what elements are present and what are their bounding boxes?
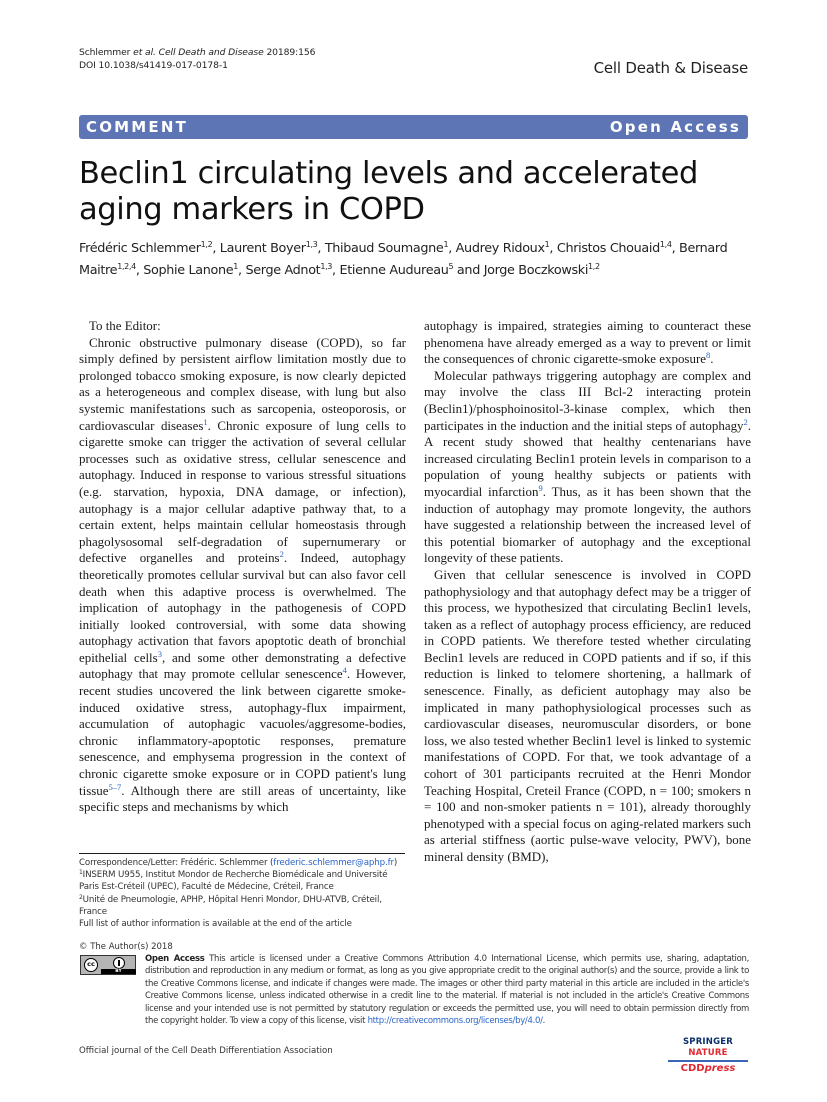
reference-link[interactable]: 2 xyxy=(743,416,748,427)
affiliation-marker: 1 xyxy=(544,240,550,249)
author-name: Bernard Maitre xyxy=(79,241,728,278)
running-head xyxy=(79,46,315,72)
affiliation-marker: 1 xyxy=(233,262,239,271)
article-title: Beclin1 circulating levels and accelerated aging markers in COPD xyxy=(79,156,698,227)
author-name: Audrey Ridoux xyxy=(455,241,545,256)
journal-name: Cell Death & Disease xyxy=(593,59,748,77)
attribution-person-icon xyxy=(113,957,125,969)
article-type-banner xyxy=(79,115,748,139)
reference-link[interactable]: 4 xyxy=(342,665,347,676)
citation: Schlemmer et al. Cell Death and Disease 20189:156 xyxy=(79,47,316,58)
reference-link[interactable]: 1 xyxy=(203,416,208,427)
reference-link[interactable]: 2 xyxy=(279,549,284,560)
affiliation-marker: 5 xyxy=(448,262,454,271)
open-access-label: Open Access xyxy=(145,954,205,964)
author-name: Serge Adnot xyxy=(245,263,321,278)
springer-nature-logo: SPRINGER NATURE xyxy=(682,1037,734,1058)
open-access-label: Open Access xyxy=(609,118,741,136)
author-name: Laurent Boyer xyxy=(219,241,306,256)
author-name: Frédéric Schlemmer xyxy=(79,241,201,256)
reference-link[interactable]: 3 xyxy=(157,648,162,659)
author-name: Christos Chouaid xyxy=(556,241,660,256)
by-label: BY xyxy=(101,969,136,974)
license-url-link[interactable]: http://creativecommons.org/licenses/by/4.0/ xyxy=(367,1016,543,1027)
affiliation-marker: 1,4 xyxy=(659,240,672,249)
publisher-logo xyxy=(666,1037,750,1075)
author-list: Frédéric Schlemmer$^{1,2}$, Laurent Boyer$^{1,3}$, Thibaud Soumagne$^1$, Audrey Ridoux$^1$, Christos Chouaid$^{1,4}$, Bernard Maitre$^{1,2,4}$, Sophie Lanone$^1$, Serge Adnot$^{1,3}$, Etienne Audureau$^5$ and Jorge Boczkowski$^{1,2}$ xyxy=(79,240,728,278)
license-text: Open Access This article is licensed under a Creative Commons Attribution 4.0 International License, which permits use, sharing, adaptation, distribution and reproduction in any medium or format, as long as you give appropriate credit to the original author(s) and the source, provide a link to the Creative Commons license, and indicate if changes were made. The images or other third party material in this article are included in the article's Creative Commons license, unless indicated otherwise in a credit line to the material. If material is not included in the article's Creative Commons license and your intended use is not permitted by statutory regulation or exceeds the permitted use, you will need to obtain permission directly from the copyright holder. To view a copy of this license, visit http://creativecommons.org/licenses/by/4.0/. xyxy=(145,954,749,1027)
affiliation-marker: 1 xyxy=(443,240,449,249)
author-name: Sophie Lanone xyxy=(143,263,234,278)
reference-link[interactable]: 9 xyxy=(538,482,543,493)
paragraph: autophagy is impaired, strategies aiming to counteract these phenomena have already emerged as a way to prevent or limit the consequences of chronic cigarette-smoke exposure$^8$. xyxy=(424,318,751,367)
author-name: Thibaud Soumagne xyxy=(324,241,444,256)
footnote-divider xyxy=(79,853,405,854)
affiliation-marker: 1,2 xyxy=(588,262,600,271)
affiliation: $^2$Unité de Pneumologie, APHP, Hôpital Henri Mondor, DHU-ATVB, Créteil, France xyxy=(79,893,382,917)
correspondence: Correspondence/Letter: Frédéric. Schlemmer (frederic.schlemmer@aphp.fr) xyxy=(79,858,398,868)
footnotes xyxy=(79,857,409,930)
creative-commons-icon: cc xyxy=(84,958,98,972)
body-column-right xyxy=(424,318,751,866)
cddpress-logo: CDDpress xyxy=(680,1063,736,1074)
paragraph: Molecular pathways triggering autophagy are complex and may involve the class III Bcl-2 interacting protein (Beclin1)/phosphoinositol-3-kinase complex, which then participates in the induction and the initial steps of autophagy$^2$. A recent study showed that healthy centenarians have increased circulating Beclin1 protein levels in comparison to a population of young healthy subjects or patients with myocardial infarction$^9$. Thus, as it has been shown that the induction of autophagy may promote longevity, the authors have suggested a relationship between the increased level of this potential biomarker of autophagy and the exceptional longevity of these patients. xyxy=(424,367,752,566)
copyright-notice: © The Author(s) 2018 xyxy=(79,942,173,952)
affiliation-marker: 1,3 xyxy=(320,262,333,271)
paragraph: Chronic obstructive pulmonary disease (COPD), so far simply defined by persistent airflow limitation mostly due to prolonged tobacco smoking exposure, is now clearly depicted as a heterogeneous and complex disease, with lung but also systemic manifestations such as sarcopenia, osteoporosis, or cardiovascular diseases$^1$. Chronic exposure of lung cells to cigarette smoke can trigger the activation of several cellular processes such as oxidative stress, cellular senescence and autophagy. Induced in response to various stressful situations (e.g. starvation, hypoxia, DNA damage, or infection), autophagy is a major cellular adaptive pathway that, to a certain extent, helps maintain cellular homeostasis through phagolysosomal self-degradation of supernumerary or defective organelles and proteins$^2$. Indeed, autophagy theoretically promotes cellular survival but can also favor cell death when this adaptive process is overwhelmed. The implication of autophagy in the pathogenesis of COPD initially looked controversial, with some data showing autophagy activation that favors apoptotic death of bronchial epithelial cells$^3$, and some other demonstrating a defective autophagy that may promote cellular senescence$^4$. However, recent studies uncovered the link between cigarette smoke-induced oxidative stress, autophagy-flux impairment, accumulation of autophagic vacuoles/aggresome-bodies, chronic inflammatory-apoptotic responses, premature senescence, and emphysema progression in the context of chronic cigarette smoke exposure or in COPD patient's lung tissue$^{5-7}$. Although there are still areas of uncertainty, like specific steps and mechanisms by which xyxy=(79,334,406,815)
affiliation-marker: 1,2,4 xyxy=(117,262,136,271)
author-name: Jorge Boczkowski xyxy=(483,263,589,278)
association-note: Official journal of the Cell Death Differentiation Association xyxy=(79,1046,333,1056)
reference-link[interactable]: 8 xyxy=(706,350,711,361)
doi: DOI 10.1038/s41419-017-0178-1 xyxy=(79,60,228,71)
paragraph: Given that cellular senescence is involved in COPD pathophysiology and that autophagy defect may be a trigger of this process, we hypothesized that circulating Beclin1 levels, taken as a reflect of autophagy process efficiency, are reduced in COPD patients. We therefore tested whether circulating Beclin1 levels are reduced in COPD patients and if so, if this reduction is linked to telomere shortening, a hallmark of senescence. Finally, as deficient autophagy may also be implicated in many pathophysiological processes such as cardiovascular diseases, neuromuscular disorders, or bone loss, we also tested whether Beclin1 level is linked to systemic manifestations of COPD. For that, we took advantage of a cohort of 301 participants recruited at the Henri Mondor Teaching Hospital, Creteil France (COPD, n = 100; smokers n = 100 and non-smoker patients n = 101), already thoroughly phenotyped with a special focus on aging-related markers such as arterial stiffness (aortic pulse-wave velocity, PWV), bone mineral density (BMD), xyxy=(424,566,751,864)
body-column-left xyxy=(79,318,406,816)
author-name: Etienne Audureau xyxy=(339,263,449,278)
affiliation-marker: 1,3 xyxy=(305,240,318,249)
article-type-label: COMMENT xyxy=(86,118,189,136)
logo-divider xyxy=(668,1060,748,1062)
affiliation: $^1$INSERM U955, Institut Mondor de Recherche Biomédicale and Université Paris Est-Créteil (UPEC), Faculté de Médecine, Créteil, France xyxy=(79,869,388,893)
correspondence-email-link[interactable]: frederic.schlemmer@aphp.fr xyxy=(273,858,394,868)
reference-link[interactable]: 5–7 xyxy=(108,781,122,792)
affiliation-marker: 1,2 xyxy=(200,240,213,249)
salutation: To the Editor: xyxy=(89,318,161,333)
author-info-note: Full list of author information is available at the end of the article xyxy=(79,919,352,930)
cc-by-license-badge[interactable] xyxy=(80,955,136,975)
